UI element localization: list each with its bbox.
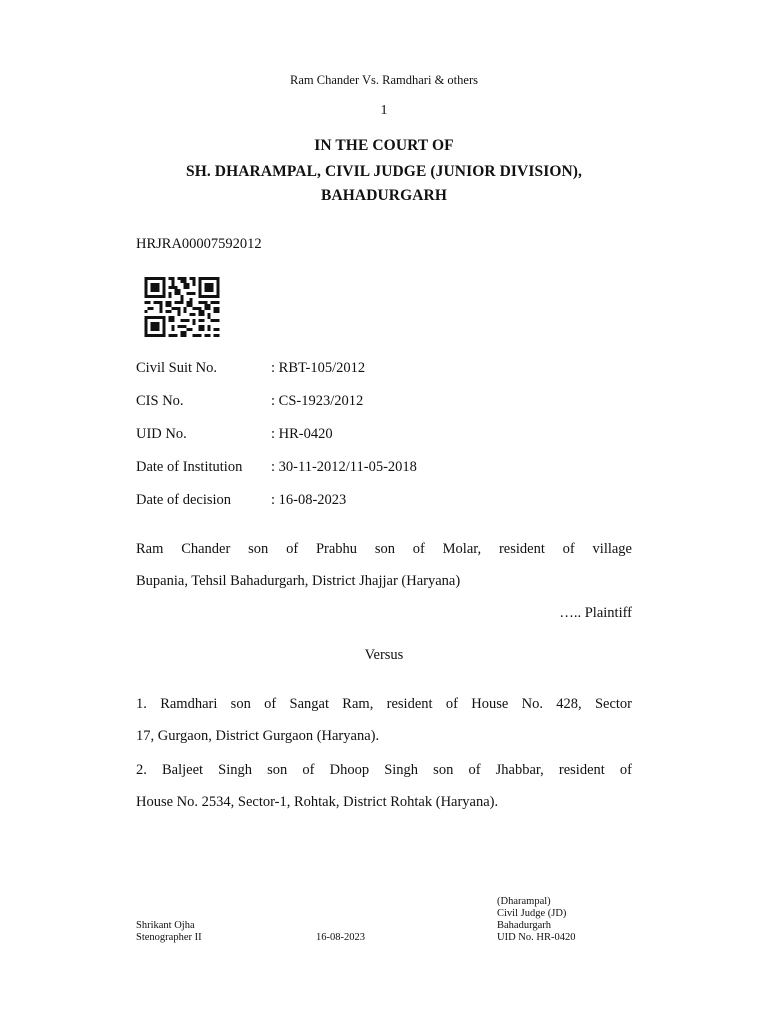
detail-row-date-institution	[136, 459, 417, 476]
court-title-line-3: BAHADURGARH	[321, 187, 447, 204]
footer-date: 16-08-2023	[316, 932, 365, 943]
versus-heading: Versus	[364, 647, 404, 663]
stenographer-title: Stenographer II	[136, 932, 202, 943]
plaintiff-line-2: Bupania, Tehsil Bahadurgarh, District Jhajjar (Haryana)	[136, 573, 461, 589]
plaintiff-role: ….. Plaintiff	[559, 605, 632, 621]
qr-code-icon	[144, 277, 220, 337]
defendant-2-line-2: House No. 2534, Sector-1, Rohtak, District Rohtak (Haryana).	[136, 794, 499, 810]
plaintiff-paragraph	[136, 533, 632, 597]
plaintiff-line-1: Ram Chander son of Prabhu son of Molar, resident of village	[136, 541, 632, 557]
detail-row-date-decision	[136, 492, 346, 509]
judge-uid: UID No. HR-0420	[497, 932, 576, 943]
defendant-1-line-1: 1. Ramdhari son of Sangat Ram, resident of House No. 428, Sector	[136, 696, 632, 712]
detail-label: Date of Institution	[136, 459, 243, 475]
defendant-1-paragraph	[136, 688, 632, 752]
detail-value: : CS-1923/2012	[271, 393, 364, 409]
detail-label: CIS No.	[136, 393, 184, 409]
detail-row-uid	[136, 426, 333, 443]
case-number: HRJRA00007592012	[136, 236, 262, 252]
detail-value: : HR-0420	[271, 426, 333, 442]
detail-value: : RBT-105/2012	[271, 360, 366, 376]
detail-row-civil-suit	[136, 360, 365, 377]
detail-row-cis	[136, 393, 363, 410]
court-title-line-1: IN THE COURT OF	[314, 137, 454, 154]
defendant-2-line-1: 2. Baljeet Singh son of Dhoop Singh son of Jhabbar, resident of	[136, 762, 632, 778]
judge-place: Bahadurgarh	[497, 920, 552, 931]
page-number: 1	[380, 103, 388, 118]
detail-label: UID No.	[136, 426, 187, 442]
detail-label: Civil Suit No.	[136, 360, 217, 376]
detail-value: : 30-11-2012/11-05-2018	[271, 459, 417, 475]
detail-value: : 16-08-2023	[271, 492, 347, 508]
court-title-line-2: SH. DHARAMPAL, CIVIL JUDGE (JUNIOR DIVISION),	[185, 163, 583, 180]
defendant-1-line-2: 17, Gurgaon, District Gurgaon (Haryana).	[136, 728, 380, 744]
judge-name: (Dharampal)	[497, 896, 551, 907]
judge-title: Civil Judge (JD)	[497, 908, 567, 919]
running-header: Ram Chander Vs. Ramdhari & others	[290, 73, 478, 87]
detail-label: Date of decision	[136, 492, 232, 508]
stenographer-name: Shrikant Ojha	[136, 920, 195, 931]
defendant-2-paragraph	[136, 754, 632, 818]
